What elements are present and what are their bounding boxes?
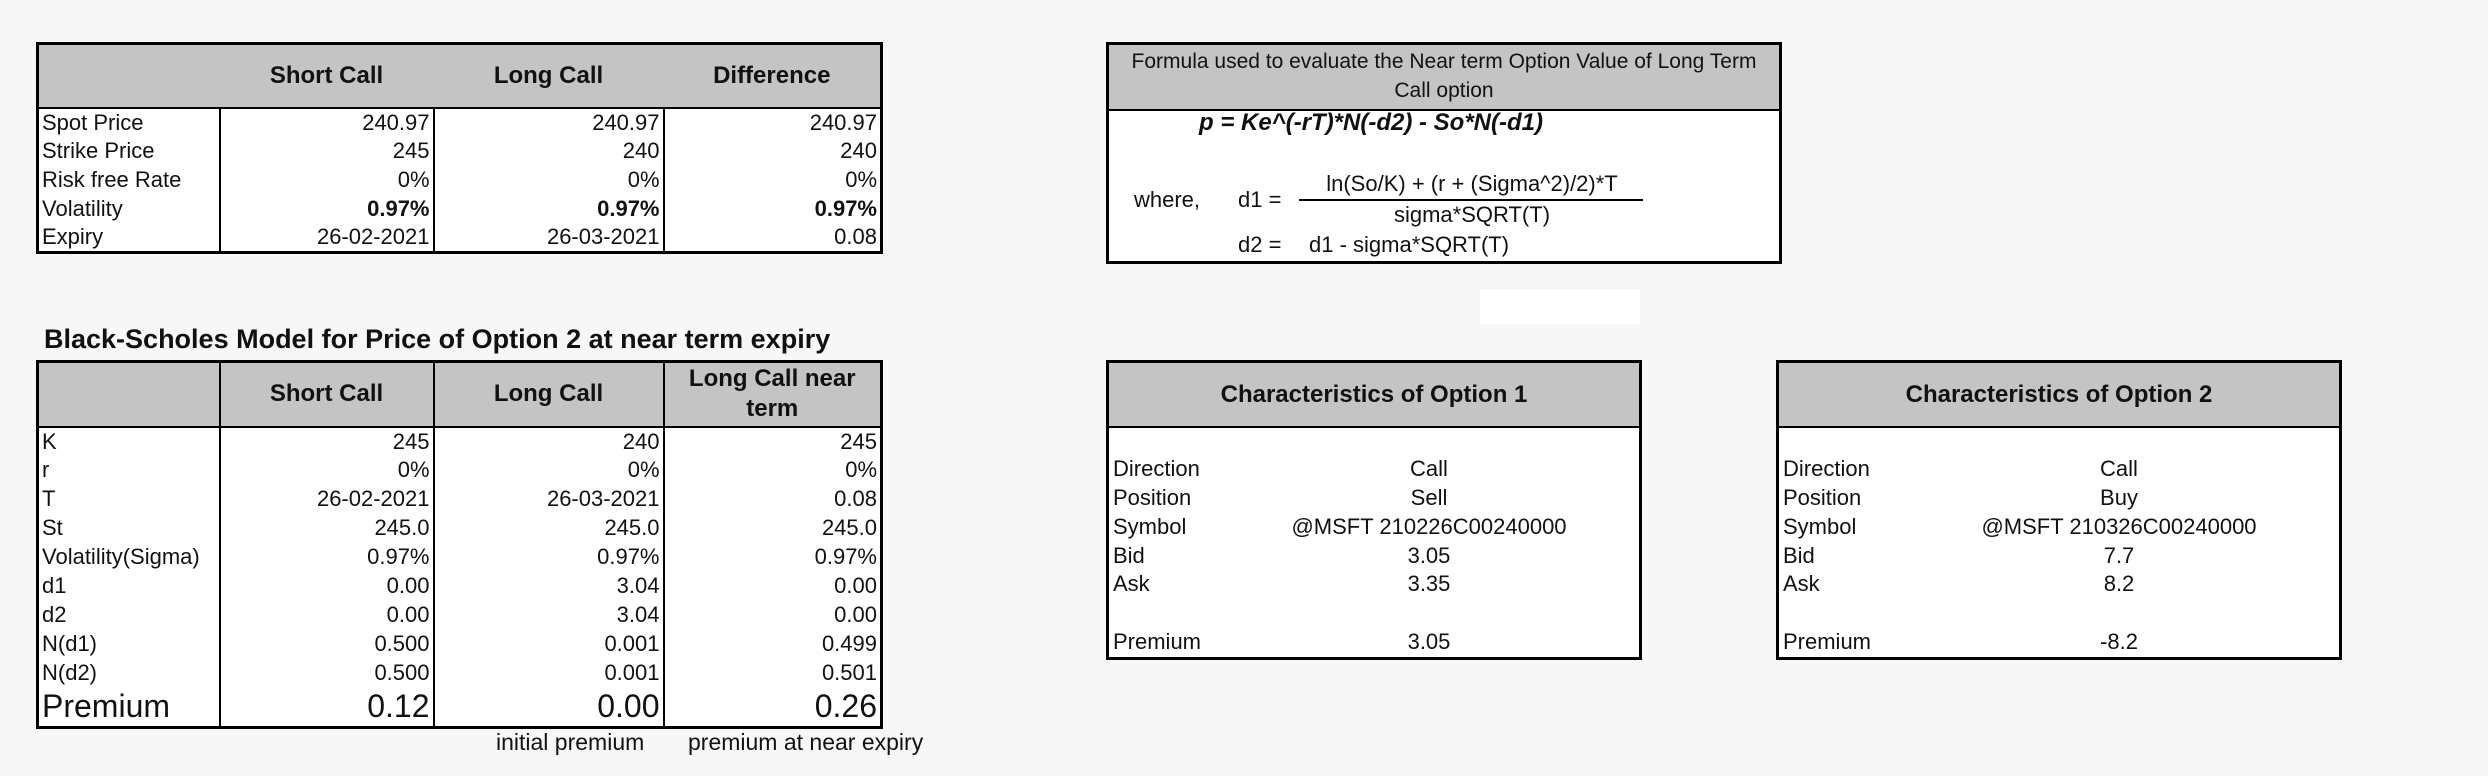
option1-label: Direction [1113,456,1200,481]
formula-d1-numerator: ln(So/K) + (r + (Sigma^2)/2)*T [1326,171,1618,196]
bs-row-label: T [42,486,56,511]
inputs-row-label: Risk free Rate [42,167,182,192]
option2-value: 7.7 [2103,543,2135,568]
option2-label: Ask [1783,571,1820,596]
formula-where: where, [1134,187,1201,212]
note-near-expiry-premium: premium at near expiry [688,729,924,755]
inputs-header-short: Short Call [220,44,434,108]
bs-row-label: K [42,428,57,454]
bs-cell: 0.97% [664,543,882,572]
option1-value: @MSFT 210226C00240000 [1291,514,1567,539]
bs-cell: 0.97% [434,543,664,572]
option2-premium-value: -8.2 [2100,629,2138,654]
inputs-cell: 0.97% [220,195,434,224]
inputs-cell: 240.97 [664,108,882,137]
option1-label: Bid [1113,543,1145,568]
bs-header-short: Short Call [220,362,434,427]
option2-label: Direction [1783,456,1870,481]
option1-label: Ask [1113,571,1150,596]
inputs-row-label: Volatility [42,196,123,221]
option2-box [1776,360,2342,660]
bs-row-label: d2 [42,602,67,627]
option1-premium-label: Premium [1113,629,1202,654]
bs-row-label: d1 [42,573,67,598]
bs-row-label: Volatility(Sigma) [42,544,200,569]
bs-cell: 0.97% [220,543,434,572]
option2-label: Bid [1783,543,1815,568]
inputs-cell: 240.97 [434,108,664,137]
bs-cell: 0% [220,456,434,485]
bs-header-blank [38,362,220,427]
formula-d2-label: d2 = [1238,232,1282,257]
option1-label: Symbol [1113,514,1187,539]
bs-cell: 245.0 [220,514,434,543]
formula-d1-label: d1 = [1238,187,1282,212]
inputs-cell: 240.97 [220,108,434,137]
option1-label: Position [1113,485,1192,510]
bs-cell: 0% [434,456,664,485]
bs-cell: 0.500 [220,659,434,688]
blank-cell-highlight [1480,290,1640,324]
bs-title: Black-Scholes Model for Price of Option 2 at near term expiry [44,324,831,354]
bs-cell: 0.501 [664,659,882,688]
bs-cell: 0.499 [664,630,882,659]
bs-cell: 0.001 [434,630,664,659]
bs-cell: 0% [664,456,882,485]
bs-cell: 26-02-2021 [220,485,434,514]
formula-equation: p = Ke^(-rT)*N(-d2) - So*N(-d1) [1199,109,1543,136]
formula-fraction-bar [1299,199,1643,201]
bs-premium-label: Premium [42,688,171,725]
option1-premium-value: 3.05 [1407,629,1451,654]
option2-label: Position [1783,485,1862,510]
option1-title: Characteristics of Option 1 [1109,363,1639,428]
inputs-table [36,42,883,254]
bs-cell: 3.04 [434,572,664,601]
formula-box [1106,42,1782,264]
bs-cell: 245.0 [664,514,882,543]
formula-title: Formula used to evaluate the Near term Option Value of Long Term Call option [1109,45,1779,111]
inputs-header-blank [38,44,220,108]
formula-d1-denominator: sigma*SQRT(T) [1393,202,1551,227]
option1-box [1106,360,1642,660]
bs-cell: 240 [434,427,664,456]
option2-value: @MSFT 210326C00240000 [1981,514,2257,539]
bs-row-label: N(d1) [42,631,98,656]
bs-cell: 3.04 [434,601,664,630]
option1-value: Sell [1410,485,1448,510]
bs-cell: 245 [220,427,434,456]
bs-cell: 0.00 [664,572,882,601]
option2-value: Buy [2100,485,2138,510]
inputs-header-diff: Difference [664,44,882,108]
bs-cell: 0.00 [664,601,882,630]
inputs-row-label: Expiry [42,224,104,250]
bs-header-long: Long Call [434,362,664,427]
option1-value: Call [1410,456,1448,481]
bs-cell: 0.00 [220,572,434,601]
inputs-cell: 0% [664,166,882,195]
bs-cell: 0.08 [664,485,882,514]
option2-premium-label: Premium [1783,629,1872,654]
inputs-cell: 0.97% [434,195,664,224]
bs-header-near-text: Long Call near term [688,365,856,423]
inputs-cell: 240 [664,137,882,166]
bs-row-label: r [42,457,50,482]
option2-label: Symbol [1783,514,1857,539]
bs-cell: 245.0 [434,514,664,543]
option1-value: 3.05 [1407,543,1451,568]
option1-value: 3.35 [1407,571,1451,596]
bs-premium-short: 0.12 [220,688,434,728]
note-initial-premium: initial premium [496,729,645,755]
bs-row-label: St [42,515,63,540]
inputs-cell: 0.97% [664,195,882,224]
inputs-cell: 26-02-2021 [220,224,434,253]
bs-premium-long: 0.00 [434,688,664,728]
option2-value: 8.2 [2103,571,2135,596]
inputs-cell: 240 [434,137,664,166]
bs-header-near [664,362,882,427]
inputs-cell: 0% [434,166,664,195]
bs-premium-near: 0.26 [664,688,882,728]
inputs-cell: 0.08 [664,224,882,253]
formula-d2-expr: d1 - sigma*SQRT(T) [1309,232,1510,257]
bs-cell: 245 [664,427,882,456]
bs-table [36,360,883,729]
bs-cell: 0.00 [220,601,434,630]
inputs-row-label: Strike Price [42,138,155,163]
inputs-header-long: Long Call [434,44,664,108]
bs-cell: 26-03-2021 [434,485,664,514]
bs-cell: 0.500 [220,630,434,659]
inputs-cell: 0% [220,166,434,195]
bs-cell: 0.001 [434,659,664,688]
inputs-row-label: Spot Price [42,109,144,135]
option2-value: Call [2100,456,2138,481]
bs-row-label: N(d2) [42,660,98,685]
inputs-cell: 26-03-2021 [434,224,664,253]
inputs-cell: 245 [220,137,434,166]
option2-title: Characteristics of Option 2 [1779,363,2339,428]
